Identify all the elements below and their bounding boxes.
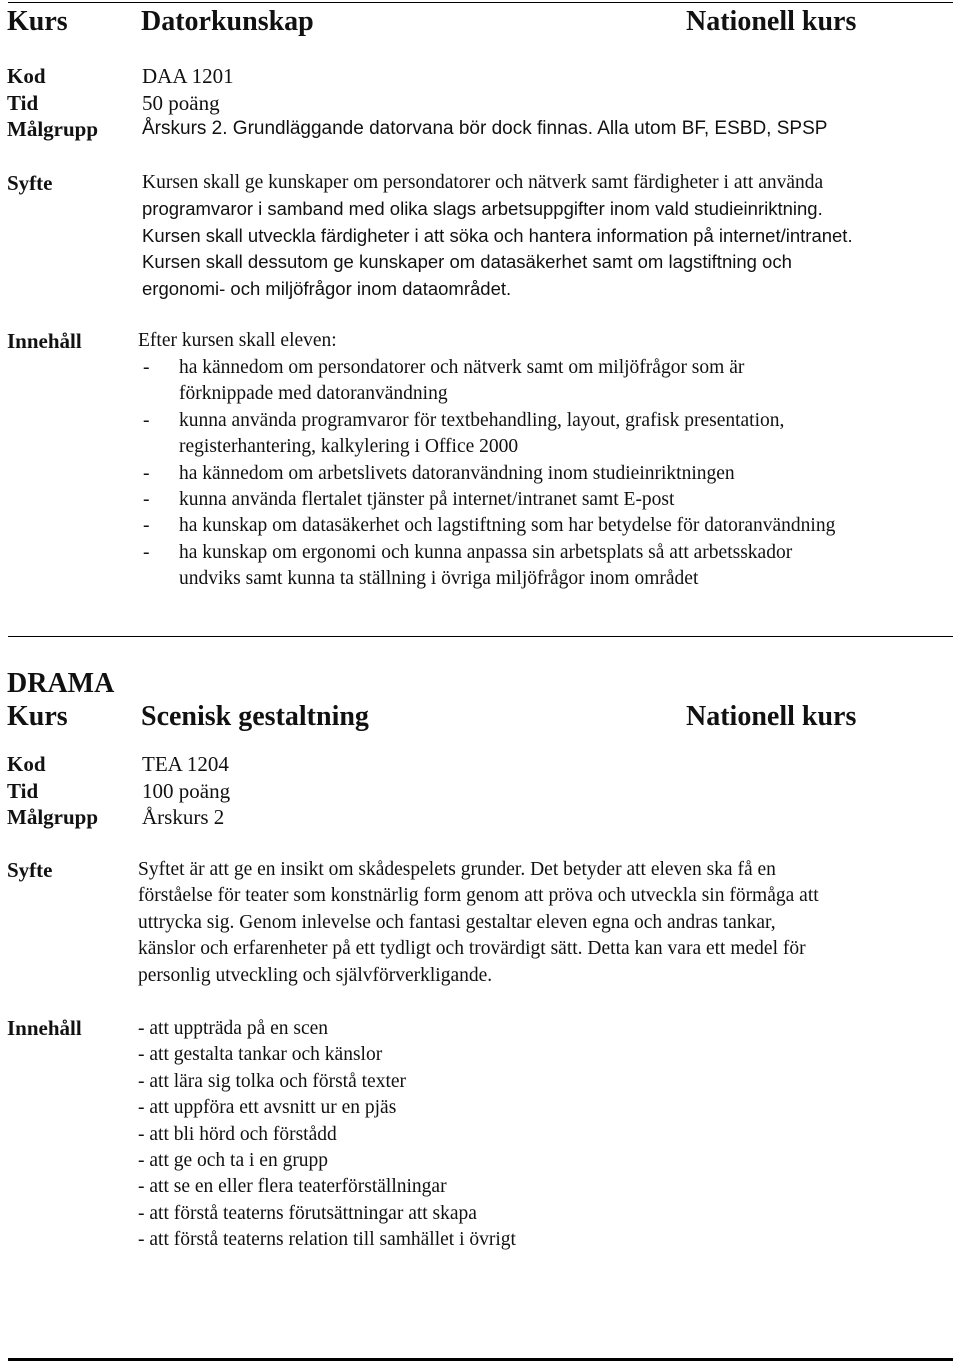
list-item-line: förknippade med datoranvändning [179,383,448,405]
course2-tid: 100 poäng [142,779,231,803]
course1-title: Datorkunskap [141,6,314,37]
list-item: - att lära sig tolka och förstå texter [138,1070,407,1092]
list-item: - att uppträda på en scen [138,1018,329,1039]
list-item-line: ha kännedom om arbetslivets datoranvändning inom studieinriktningen [179,462,735,484]
course2-kod-label: Kod [7,752,46,776]
course1-kurs-label: Kurs [7,6,68,37]
list-item: - att uppföra ett avsnitt ur en pjäs [138,1097,397,1119]
list-item-line: ha kunskap om ergonomi och kunna anpassa sin arbetsplats så att arbetsskador [179,541,793,563]
course2-innehall-list [138,1016,516,1254]
course1-malgrupp-label: Målgrupp [7,117,99,141]
list-item-line: kunna använda flertalet tjänster på internet/intranet samt E-post [179,489,675,511]
dash-bullet: - [143,357,150,378]
course1-tid: 50 poäng [142,91,220,115]
course2-syfte-text [138,857,819,989]
section-heading-drama: DRAMA [7,668,115,699]
list-item-line: registerhantering, kalkylering i Office 2000 [179,436,519,458]
course1-kod: DAA 1201 [142,64,234,88]
course1-tid-label: Tid [7,91,39,115]
list-item: - att bli hörd och förstådd [138,1123,337,1145]
course2-syfte-line: förståelse för teater som konstnärlig form genom att pröva och utveckla sin förmåga att [138,885,819,907]
bottom-rule [8,1358,953,1361]
list-item: - att ge och ta i en grupp [138,1150,329,1172]
course1-innehall-intro: Efter kursen skall eleven: [138,330,337,351]
course2-syfte-line: känslor och erfarenheter på ett tydligt och trovärdigt sätt. Detta kan vara ett medel för [138,938,806,960]
list-item [138,540,835,593]
list-item [138,513,835,539]
course1-malgrupp: Årskurs 2. Grundläggande datorvana bör dock finnas. Alla utom BF, ESBD, SPSP [142,118,828,139]
list-item [138,487,835,513]
course2-malgrupp-label: Målgrupp [7,805,99,829]
list-item [138,408,835,461]
dash-bullet: - [143,541,150,563]
course2-innehall-label: Innehåll [7,1016,82,1040]
dash-bullet: - [143,462,150,484]
list-item [138,355,835,408]
top-rule [8,2,953,3]
list-item-line: kunna använda programvaror för textbehandling, layout, grafisk presentation, [179,409,785,431]
dash-bullet: - [143,489,150,511]
course2-type: Nationell kurs [686,701,857,732]
list-item [138,461,835,487]
list-item: - att förstå teaterns relation till samhället i övrigt [138,1229,516,1251]
course1-innehall-label: Innehåll [7,329,82,353]
course1-syfte-line: Kursen skall dessutom ge kunskaper om datasäkerhet samt om lagstiftning och [142,251,792,273]
list-item-line: ha kunskap om datasäkerhet och lagstiftning som har betydelse för datoranvändning [179,515,836,537]
course1-syfte-text [142,170,853,302]
dash-bullet: - [143,515,150,537]
section-divider [8,636,953,637]
course1-syfte-line: ergonomi- och miljöfrågor inom dataområdet. [142,277,512,299]
course1-syfte-label: Syfte [7,171,53,195]
course2-syfte-line: uttrycka sig. Genom inlevelse och fantasi gestaltar eleven egna och andras tankar, [138,911,776,933]
course1-syfte-line: Kursen skall utveckla färdigheter i att söka och hantera information på internet/intranet. [142,224,853,246]
course2-syfte-label: Syfte [7,858,53,882]
course1-innehall-list [138,355,835,593]
course2-malgrupp: Årskurs 2 [142,805,225,829]
course2-title: Scenisk gestaltning [141,701,369,732]
list-item-line: undviks samt kunna ta ställning i övriga miljöfrågor inom området [179,568,699,590]
course1-type: Nationell kurs [686,6,857,37]
course2-kurs-label: Kurs [7,701,68,732]
course2-tid-label: Tid [7,779,39,803]
course2-syfte-line: personlig utveckling och självförverkligande. [138,964,493,986]
list-item-line: ha kännedom om persondatorer och nätverk samt om miljöfrågor som är [179,357,745,378]
list-item: - att se en eller flera teaterförställningar [138,1176,447,1198]
dash-bullet: - [143,409,150,431]
list-item: - att förstå teaterns förutsättningar att skapa [138,1202,477,1224]
course2-syfte-line: Syftet är att ge en insikt om skådespelets grunder. Det betyder att eleven ska få en [138,859,776,880]
course1-kod-label: Kod [7,64,46,88]
course1-syfte-line: Kursen skall ge kunskaper om persondatorer och nätverk samt färdigheter i att använda [142,172,824,193]
course1-syfte-line: programvaror i samband med olika slags arbetsuppgifter inom vald studieinriktning. [142,198,823,220]
course2-kod: TEA 1204 [142,752,229,776]
list-item: - att gestalta tankar och känslor [138,1044,383,1066]
